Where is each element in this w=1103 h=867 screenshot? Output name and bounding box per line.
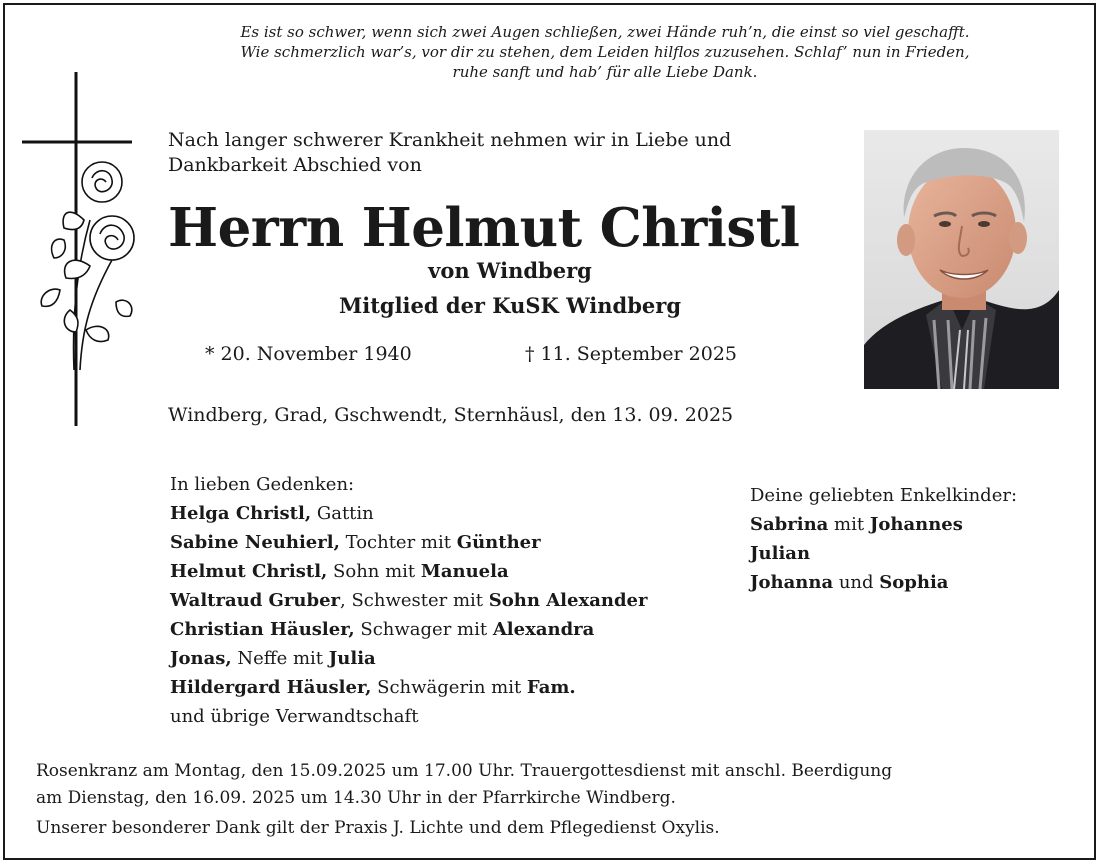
poem-line: Es ist so schwer, wenn sich zwei Augen schließen, zwei Hände ruh’n, die einst so viel geschafft. — [240, 23, 970, 41]
deceased-name: Herrn Helmut Christl — [168, 197, 800, 259]
poem — [150, 22, 1060, 82]
mourner-partner: Fam. — [526, 677, 576, 698]
mourners-closing: und übrige Verwandtschaft — [170, 706, 419, 727]
poem-line: ruhe sanft und hab’ für alle Liebe Dank. — [452, 63, 758, 81]
grandchild-name: Sabrina — [750, 514, 829, 535]
birth-date: * 20. November 1940 — [205, 343, 412, 365]
service-info — [36, 758, 892, 812]
mourner-relation: Schwager mit — [354, 619, 493, 640]
intro-line: Nach langer schwerer Krankheit nehmen wir in Liebe und — [168, 129, 732, 151]
mourner-name: Sabine Neuhierl, — [170, 532, 340, 553]
list-item — [750, 568, 1017, 597]
mourner-relation: , Schwester mit — [340, 590, 489, 611]
service-line: am Dienstag, den 16.09. 2025 um 14.30 Uhr in der Pfarrkirche Windberg. — [36, 788, 676, 808]
poem-line: Wie schmerzlich war’s, vor dir zu stehen, dem Leiden hilflos zuzusehen. Schlaf’ nun in Frieden, — [240, 43, 970, 61]
mourner-name: Jonas, — [170, 648, 232, 669]
mourner-name: Waltraud Gruber — [170, 590, 341, 611]
deceased-origin: von Windberg — [428, 258, 592, 283]
mourner-partner: Sohn Alexander — [488, 590, 648, 611]
mourner-partner: Günther — [456, 532, 541, 553]
list-item — [170, 499, 647, 528]
mourner-name: Hildergard Häusler, — [170, 677, 372, 698]
list-item — [170, 673, 647, 702]
grandchild-conj: mit — [828, 514, 870, 535]
mourner-name: Helmut Christl, — [170, 561, 328, 582]
mourner-relation: Sohn mit — [327, 561, 421, 582]
mourner-partner: Julia — [328, 648, 376, 669]
mourner-partner: Manuela — [420, 561, 509, 582]
mourner-relation: Schwägerin mit — [371, 677, 527, 698]
grandchild-name: Julian — [750, 543, 811, 564]
portrait-photo — [864, 130, 1059, 389]
cross-with-roses-icon — [20, 70, 140, 430]
list-item — [170, 644, 647, 673]
intro-line: Dankbarkeit Abschied von — [168, 154, 422, 176]
grandchild-name: Johanna — [750, 572, 834, 593]
list-item — [750, 510, 1017, 539]
mourner-partner: Alexandra — [492, 619, 595, 640]
grandchildren-heading: Deine geliebten Enkelkinder: — [750, 485, 1018, 506]
grandchild-conj: und — [833, 572, 880, 593]
list-item — [750, 539, 1017, 568]
place-and-date: Windberg, Grad, Gschwendt, Sternhäusl, den 13. 09. 2025 — [168, 404, 734, 426]
death-date: † 11. September 2025 — [525, 343, 737, 365]
intro-text — [168, 128, 731, 178]
mourner-name: Helga Christl, — [170, 503, 312, 524]
list-item — [170, 615, 647, 644]
mourners-heading: In lieben Gedenken: — [170, 474, 355, 495]
thanks-note: Unserer besonderer Dank gilt der Praxis J. Lichte und dem Pflegedienst Oxylis. — [36, 818, 720, 838]
mourner-relation: Gattin — [311, 503, 374, 524]
grandchild-partner: Sophia — [879, 572, 949, 593]
grandchildren-list — [750, 481, 1017, 597]
list-item — [170, 557, 647, 586]
mourner-relation: Neffe mit — [231, 648, 329, 669]
mourners-list — [170, 470, 647, 731]
mourner-name: Christian Häusler, — [170, 619, 355, 640]
grandchild-partner: Johannes — [869, 514, 963, 535]
service-line: Rosenkranz am Montag, den 15.09.2025 um 17.00 Uhr. Trauergottesdienst mit anschl. Beerdigung — [36, 761, 893, 781]
deceased-membership: Mitglied der KuSK Windberg — [338, 293, 682, 318]
list-item — [170, 586, 647, 615]
list-item — [170, 528, 647, 557]
mourner-relation: Tochter mit — [339, 532, 457, 553]
